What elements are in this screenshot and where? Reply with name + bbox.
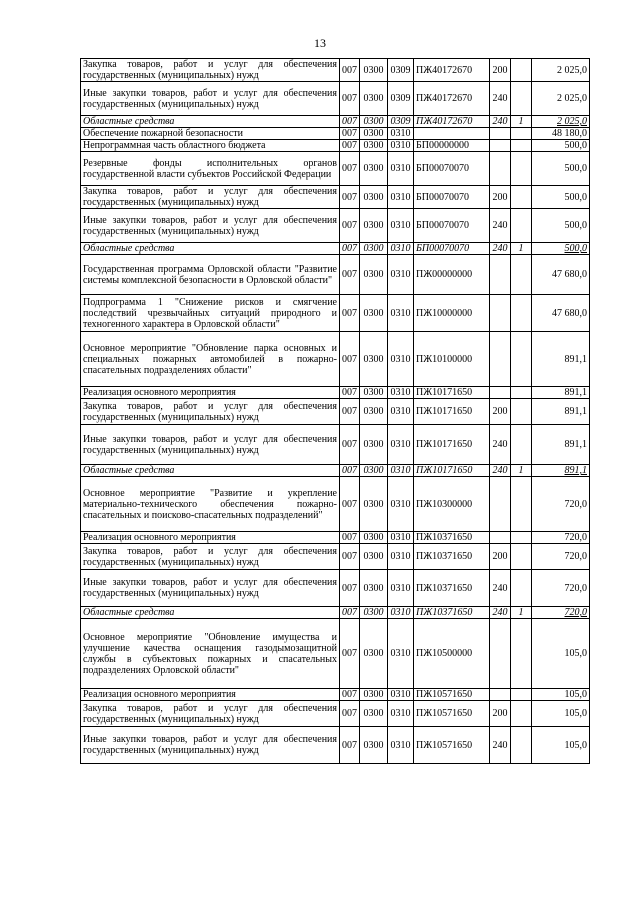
table-row [81,128,590,140]
page-number: 13 [314,36,326,50]
source-code [511,544,532,570]
amount: 500,0 [532,186,590,209]
row-name: Основное мероприятие "Развитие и укрепление материально-технического обеспечения пожарно-спасательных и поисково-спасательных подразделений" [81,477,340,532]
vr-code [490,128,511,140]
source-code [511,387,532,399]
vr-code: 200 [490,399,511,425]
csr-code: ПЖ10171650 [414,425,490,465]
csr-code: ПЖ10371650 [414,570,490,607]
vr-code [490,387,511,399]
pr-code: 0310 [388,387,414,399]
table-row [81,727,590,764]
csr-code: ПЖ10171650 [414,465,490,477]
table-body [81,59,590,764]
rz-code: 0300 [360,689,388,701]
vr-code: 240 [490,82,511,116]
pr-code: 0310 [388,255,414,295]
row-name: Государственная программа Орловской области "Развитие системы комплексной безопасности в Орловской области" [81,255,340,295]
amount: 47 680,0 [532,295,590,332]
table-row [81,619,590,689]
ved-code: 007 [340,82,360,116]
csr-code: ПЖ40172670 [414,82,490,116]
source-code [511,532,532,544]
row-name: Закупка товаров, работ и услуг для обеспечения государственных (муниципальных) нужд [81,399,340,425]
vr-code: 240 [490,209,511,243]
vr-code [490,332,511,387]
ved-code: 007 [340,425,360,465]
source-code [511,295,532,332]
row-name: Подпрограмма 1 "Снижение рисков и смягчение последствий чрезвычайных ситуаций природного и техногенного характера в Орловской области" [81,295,340,332]
vr-code: 240 [490,570,511,607]
row-name: Иные закупки товаров, работ и услуг для обеспечения государственных (муниципальных) нужд [81,727,340,764]
vr-code: 240 [490,727,511,764]
ved-code: 007 [340,387,360,399]
ved-code: 007 [340,332,360,387]
pr-code: 0309 [388,82,414,116]
source-code [511,140,532,152]
row-name: Иные закупки товаров, работ и услуг для обеспечения государственных (муниципальных) нужд [81,209,340,243]
row-name: Непрограммная часть областного бюджета [81,140,340,152]
amount: 720,0 [532,532,590,544]
ved-code: 007 [340,295,360,332]
rz-code: 0300 [360,701,388,727]
csr-code: ПЖ10371650 [414,532,490,544]
amount: 105,0 [532,701,590,727]
csr-code: ПЖ40172670 [414,59,490,82]
vr-code: 200 [490,544,511,570]
table-row [81,465,590,477]
ved-code: 007 [340,140,360,152]
amount: 500,0 [532,209,590,243]
amount: 500,0 [532,243,590,255]
source-code [511,128,532,140]
amount: 891,1 [532,425,590,465]
ved-code: 007 [340,477,360,532]
vr-code: 240 [490,243,511,255]
amount: 105,0 [532,689,590,701]
rz-code: 0300 [360,152,388,186]
row-name: Закупка товаров, работ и услуг для обеспечения государственных (муниципальных) нужд [81,544,340,570]
row-name: Закупка товаров, работ и услуг для обеспечения государственных (муниципальных) нужд [81,186,340,209]
row-name: Реализация основного мероприятия [81,532,340,544]
pr-code: 0310 [388,689,414,701]
source-code [511,209,532,243]
source-code [511,332,532,387]
source-code: 1 [511,607,532,619]
source-code: 1 [511,465,532,477]
source-code [511,399,532,425]
rz-code: 0300 [360,82,388,116]
table-row [81,59,590,82]
rz-code: 0300 [360,128,388,140]
csr-code: БП00000000 [414,140,490,152]
source-code [511,255,532,295]
amount: 891,1 [532,387,590,399]
csr-code: БП00070070 [414,209,490,243]
table-row [81,332,590,387]
rz-code: 0300 [360,425,388,465]
ved-code: 007 [340,186,360,209]
csr-code: БП00070070 [414,152,490,186]
table-row [81,425,590,465]
source-code [511,727,532,764]
ved-code: 007 [340,544,360,570]
pr-code: 0310 [388,570,414,607]
csr-code: ПЖ10371650 [414,544,490,570]
rz-code: 0300 [360,387,388,399]
ved-code: 007 [340,689,360,701]
pr-code: 0310 [388,477,414,532]
ved-code: 007 [340,619,360,689]
pr-code: 0310 [388,701,414,727]
csr-code: ПЖ40172670 [414,116,490,128]
pr-code: 0309 [388,116,414,128]
rz-code: 0300 [360,477,388,532]
source-code: 1 [511,116,532,128]
amount: 720,0 [532,544,590,570]
source-code [511,186,532,209]
ved-code: 007 [340,727,360,764]
ved-code: 007 [340,209,360,243]
rz-code: 0300 [360,544,388,570]
pr-code: 0310 [388,619,414,689]
source-code [511,619,532,689]
vr-code [490,477,511,532]
rz-code: 0300 [360,399,388,425]
ved-code: 007 [340,399,360,425]
rz-code: 0300 [360,209,388,243]
pr-code: 0310 [388,152,414,186]
ved-code: 007 [340,465,360,477]
csr-code: БП00070070 [414,186,490,209]
rz-code: 0300 [360,116,388,128]
table-row [81,701,590,727]
table-row [81,387,590,399]
pr-code: 0310 [388,727,414,764]
amount: 105,0 [532,727,590,764]
pr-code: 0310 [388,243,414,255]
row-name: Реализация основного мероприятия [81,387,340,399]
row-name: Областные средства [81,116,340,128]
table-row [81,152,590,186]
rz-code: 0300 [360,59,388,82]
row-name: Резервные фонды исполнительных органов государственной власти субъектов Российской Федерации [81,152,340,186]
amount: 720,0 [532,607,590,619]
table-row [81,689,590,701]
row-name: Основное мероприятие "Обновление имущества и улучшение качества оснащения газодымозащитной службы в субъектовых пожарных и спасательных подразделениях Орловской области" [81,619,340,689]
table-row [81,255,590,295]
pr-code: 0309 [388,59,414,82]
ved-code: 007 [340,532,360,544]
amount: 891,1 [532,332,590,387]
pr-code: 0310 [388,140,414,152]
rz-code: 0300 [360,295,388,332]
rz-code: 0300 [360,140,388,152]
ved-code: 007 [340,116,360,128]
ved-code: 007 [340,128,360,140]
table-row [81,140,590,152]
row-name: Областные средства [81,607,340,619]
vr-code: 240 [490,607,511,619]
pr-code: 0310 [388,607,414,619]
vr-code: 200 [490,59,511,82]
budget-table [80,58,590,764]
rz-code: 0300 [360,255,388,295]
rz-code: 0300 [360,607,388,619]
csr-code [414,128,490,140]
ved-code: 007 [340,243,360,255]
vr-code [490,140,511,152]
table-row [81,243,590,255]
vr-code [490,295,511,332]
amount: 48 180,0 [532,128,590,140]
csr-code: ПЖ10571650 [414,701,490,727]
vr-code: 240 [490,465,511,477]
csr-code: ПЖ00000000 [414,255,490,295]
source-code [511,701,532,727]
row-name: Областные средства [81,465,340,477]
source-code [511,477,532,532]
rz-code: 0300 [360,186,388,209]
pr-code: 0310 [388,532,414,544]
source-code [511,570,532,607]
row-name: Иные закупки товаров, работ и услуг для обеспечения государственных (муниципальных) нужд [81,82,340,116]
pr-code: 0310 [388,332,414,387]
amount: 891,1 [532,399,590,425]
row-name: Иные закупки товаров, работ и услуг для обеспечения государственных (муниципальных) нужд [81,570,340,607]
ved-code: 007 [340,152,360,186]
ved-code: 007 [340,59,360,82]
source-code [511,82,532,116]
amount: 720,0 [532,477,590,532]
table-row [81,209,590,243]
rz-code: 0300 [360,727,388,764]
pr-code: 0310 [388,209,414,243]
csr-code: БП00070070 [414,243,490,255]
rz-code: 0300 [360,619,388,689]
amount: 2 025,0 [532,59,590,82]
table-row [81,570,590,607]
table-row [81,399,590,425]
amount: 500,0 [532,140,590,152]
ved-code: 007 [340,701,360,727]
vr-code [490,255,511,295]
vr-code [490,619,511,689]
rz-code: 0300 [360,243,388,255]
csr-code: ПЖ10000000 [414,295,490,332]
row-name: Основное мероприятие "Обновление парка основных и специальных пожарных автомобилей в пожарно-спасательных подразделениях области" [81,332,340,387]
csr-code: ПЖ10300000 [414,477,490,532]
table-row [81,477,590,532]
rz-code: 0300 [360,570,388,607]
row-name: Закупка товаров, работ и услуг для обеспечения государственных (муниципальных) нужд [81,59,340,82]
vr-code: 200 [490,701,511,727]
amount: 47 680,0 [532,255,590,295]
table-row [81,82,590,116]
ved-code: 007 [340,607,360,619]
csr-code: ПЖ10100000 [414,332,490,387]
source-code [511,425,532,465]
csr-code: ПЖ10171650 [414,399,490,425]
amount: 891,1 [532,465,590,477]
rz-code: 0300 [360,465,388,477]
row-name: Закупка товаров, работ и услуг для обеспечения государственных (муниципальных) нужд [81,701,340,727]
row-name: Областные средства [81,243,340,255]
rz-code: 0300 [360,532,388,544]
ved-code: 007 [340,570,360,607]
amount: 500,0 [532,152,590,186]
amount: 2 025,0 [532,116,590,128]
ved-code: 007 [340,255,360,295]
pr-code: 0310 [388,544,414,570]
pr-code: 0310 [388,186,414,209]
vr-code [490,152,511,186]
vr-code: 240 [490,425,511,465]
table-row [81,295,590,332]
row-name: Реализация основного мероприятия [81,689,340,701]
csr-code: ПЖ10171650 [414,387,490,399]
row-name: Иные закупки товаров, работ и услуг для обеспечения государственных (муниципальных) нужд [81,425,340,465]
rz-code: 0300 [360,332,388,387]
pr-code: 0310 [388,128,414,140]
pr-code: 0310 [388,425,414,465]
pr-code: 0310 [388,399,414,425]
csr-code: ПЖ10371650 [414,607,490,619]
source-code: 1 [511,243,532,255]
table-row [81,116,590,128]
amount: 720,0 [532,570,590,607]
amount: 2 025,0 [532,82,590,116]
csr-code: ПЖ10500000 [414,619,490,689]
vr-code [490,532,511,544]
csr-code: ПЖ10571650 [414,727,490,764]
source-code [511,152,532,186]
table-row [81,532,590,544]
table-row [81,607,590,619]
source-code [511,59,532,82]
source-code [511,689,532,701]
pr-code: 0310 [388,295,414,332]
vr-code: 200 [490,186,511,209]
vr-code: 240 [490,116,511,128]
amount: 105,0 [532,619,590,689]
pr-code: 0310 [388,465,414,477]
table-row [81,544,590,570]
row-name: Обеспечение пожарной безопасности [81,128,340,140]
table-row [81,186,590,209]
vr-code [490,689,511,701]
csr-code: ПЖ10571650 [414,689,490,701]
